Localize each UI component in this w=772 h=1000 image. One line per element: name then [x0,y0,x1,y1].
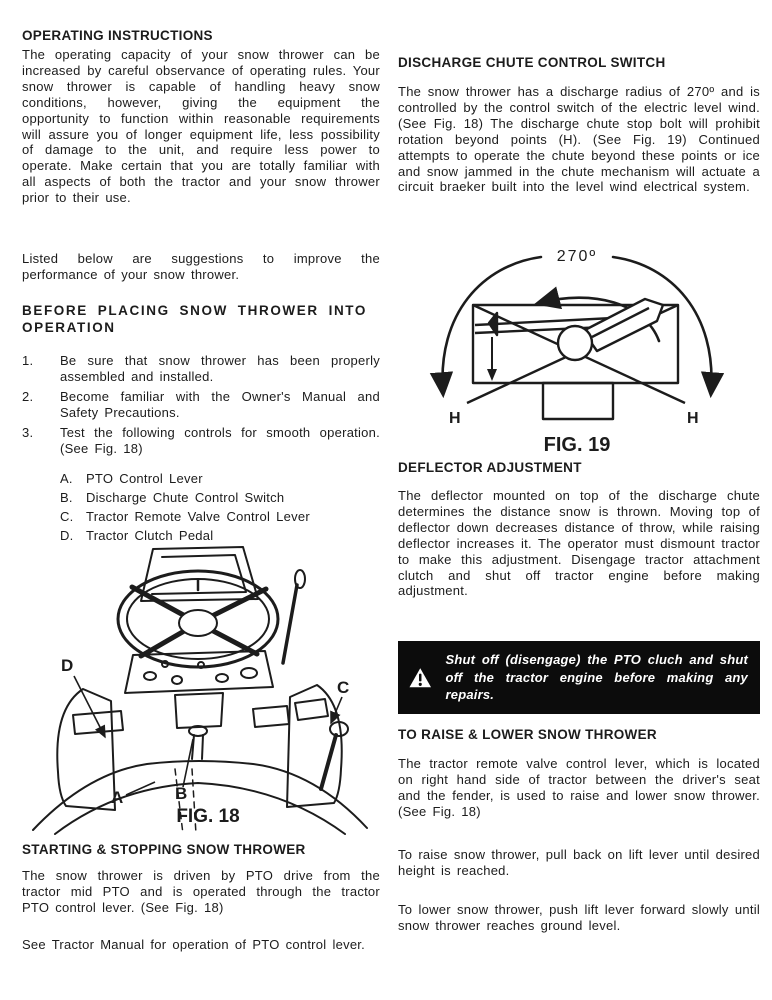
step-text: Test the following controls for smooth operation. (See Fig. 18) [60,424,380,456]
fig19-rotation-diagram [405,243,755,457]
left-fender [57,689,115,810]
paragraph-see-tractor-manual: See Tractor Manual for operation of PTO control lever. [22,937,366,952]
step-text: Become familiar with the Owner's Manual and Safety Precautions. [60,388,380,420]
paragraph-pto-drive: The snow thrower is driven by PTO drive from the tractor mid PTO and is operated through the tractor PTO control lever. (See Fig. 18) [22,868,380,915]
lever-shaft [283,585,297,663]
section-heading-discharge-chute: DISCHARGE CHUTE CONTROL SWITCH [398,55,666,70]
paragraph-deflector: The deflector mounted on top of the discharge chute determines the distance snow is thrown. Moving top of deflector down decreases distance of throw, while raising deflector increases it. The operator must dismount tractor to make this adjustment. Disengage tractor attachment clutch and shut off tractor engine before making adjustment. [398,488,760,599]
control-letter: B. [60,490,73,505]
paragraph-raise: To raise snow thrower, pull back on lift lever until desired height is reached. [398,847,760,878]
control-text: PTO Control Lever [86,471,203,486]
controls-list [60,469,360,545]
fig18-caption: FIG. 18 [176,806,240,827]
warning-text: Shut off (disengage) the PTO cluch and shut off the tractor engine before making any repairs. [445,652,748,703]
section-heading-before-placing: BEFORE PLACING SNOW THROWER INTO OPERATION [22,303,367,335]
control-text: Discharge Chute Control Switch [86,490,285,505]
list-item [60,507,360,526]
list-item [22,353,380,385]
paragraph-lower: To lower snow thrower, push lift lever forward slowly until snow thrower reaches ground level. [398,902,760,933]
control-text: Tractor Remote Valve Control Lever [86,509,310,524]
step-number: 2. [22,388,34,404]
section-heading-raise-lower: TO RAISE & LOWER SNOW THROWER [398,727,657,742]
fig18-callout-b: B [175,784,188,803]
paragraph-operating-capacity: The operating capacity of your snow thrower can be increased by careful observance of operating rules. Your snow thrower is capable of handling heavy snow conditions, however, giving the equipment the opportunity to function within reasonable requirements will assure you of longer equipment life, less possibility of damage to the unit, and require less power to operate. Make certain that you are totally familiar with all aspects of both the tractor and your snow thrower prior to their use. [22,47,380,206]
paragraph-listed-below: Listed below are suggestions to improve the performance of your snow thrower. [22,251,380,282]
fig18-callout-a: A [111,788,124,807]
steering-hub [179,610,217,636]
fig18-callout-c: C [337,678,350,697]
warning-box [398,641,760,714]
fig18-leader-d [74,676,105,737]
step-number: 1. [22,353,34,368]
control-text: Tractor Clutch Pedal [86,528,214,543]
warning-triangle-icon [408,655,433,701]
remote-valve-lever [321,735,336,789]
hitch [543,383,613,419]
fig18-leader-c [331,697,342,723]
paragraph-discharge-radius: The snow thrower has a discharge radius of 270º and is controlled by the control switch of the electric level wind. (See Fig. 18) The discharge chute stop bolt will prohibit rotation beyond points (H). (See Fig. 19) Continued attempts to operate the chute beyond these points or ice and snow jammed in the chute mechanism will actuate a circuit braeker built into the level wind electrical system. [398,84,760,195]
list-item [22,389,380,421]
control-letter: A. [60,471,73,486]
control-letter: D. [60,528,74,543]
step-text: Be sure that snow thrower has been properly assembled and installed. [60,353,380,384]
section-heading-starting-stopping: STARTING & STOPPING SNOW THROWER [22,842,306,857]
fig19-angle-label: 270º [556,248,598,265]
list-item [22,425,380,457]
control-letter: C. [60,509,74,524]
fig18-tractor-illustration [25,537,375,837]
fig18-leader-b [183,739,193,787]
list-item [60,469,360,488]
chute-pivot [558,326,592,360]
section-heading-deflector: DEFLECTOR ADJUSTMENT [398,460,582,475]
before-operation-steps [22,353,380,460]
section-heading-operating-instructions: OPERATING INSTRUCTIONS [22,28,213,43]
fig18-callout-d: D [61,656,74,675]
fig19-caption: FIG. 19 [543,434,611,456]
list-item [60,488,360,507]
fig19-stop-label-right: H [687,410,699,427]
step-number: 3. [22,424,34,440]
paragraph-remote-valve-lever: The tractor remote valve control lever, which is located on right hand side of tractor between the driver's seat and the fender, is used to raise and lower snow thrower. (See Fig. 18) [398,756,760,819]
console [175,693,223,728]
fig19-stop-label-left: H [449,410,461,427]
